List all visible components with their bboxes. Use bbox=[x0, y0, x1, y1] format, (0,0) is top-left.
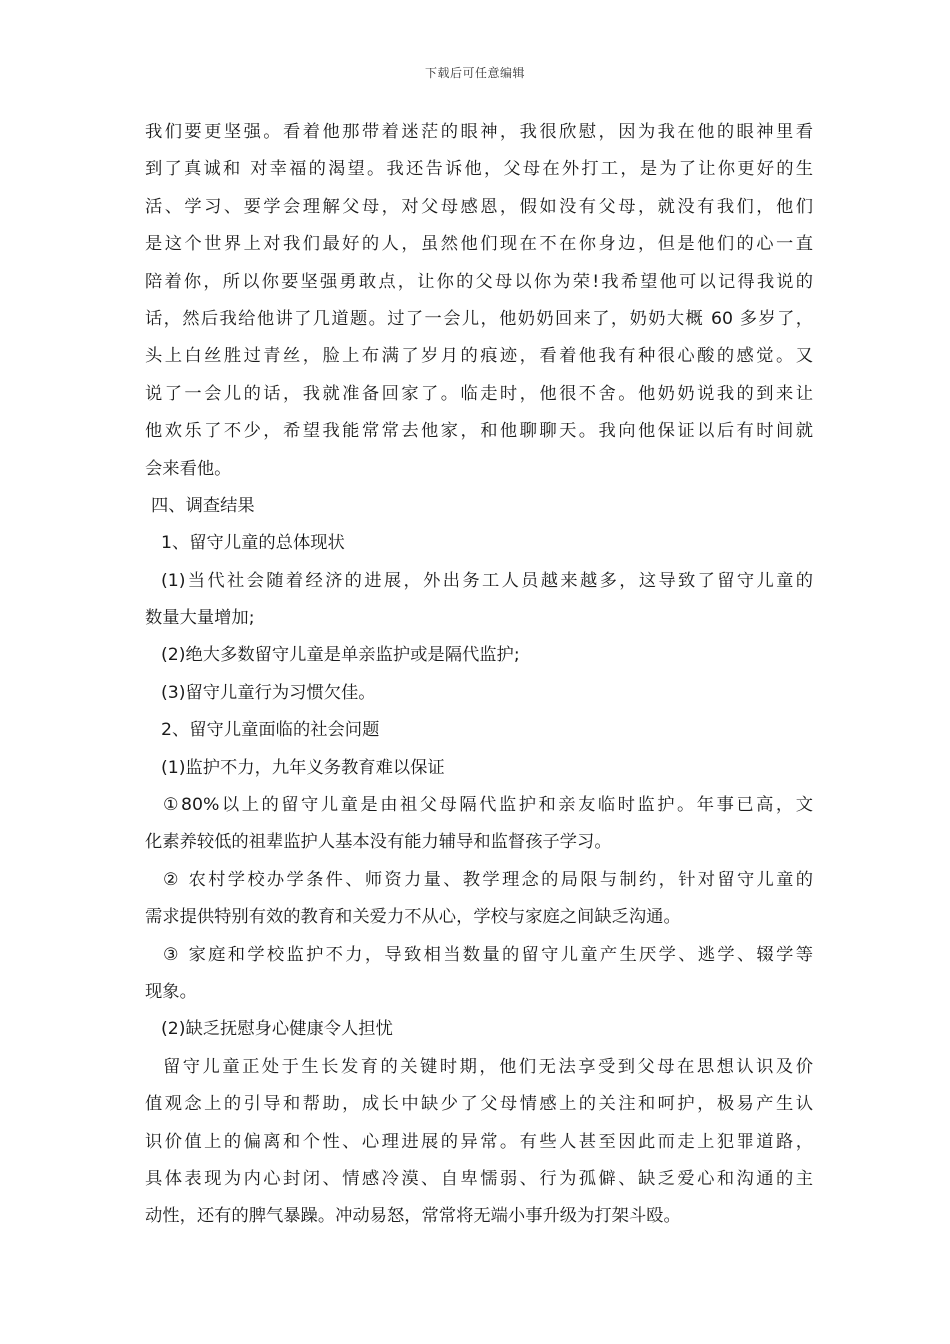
text-line: 我们要更坚强。看着他那带着迷茫的眼神，我很欣慰，因为我在他的眼神里看 bbox=[145, 122, 813, 142]
text-line: ③ 家庭和学校监护不力，导致相当数量的留守儿童产生厌学、逃学、辍学等 bbox=[163, 944, 813, 965]
text-line: 识价值上的偏离和个性、心理进展的异常。有些人甚至因此而走上犯罪道路， bbox=[145, 1131, 813, 1152]
text-line: 是这个世界上对我们最好的人，虽然他们现在不在你身边，但是他们的心一直 bbox=[145, 234, 813, 255]
text-line: 现象。 bbox=[145, 981, 197, 1002]
text-line: (1)当代社会随着经济的进展，外出务工人员越来越多，这导致了留守儿童的 bbox=[161, 570, 813, 591]
text-line: 话，然后我给他讲了几道题。过了一会儿，他奶奶回来了，奶奶大概 60 多岁了， bbox=[145, 308, 813, 329]
text-line: 他欢乐了不少，希望我能常常去他家，和他聊聊天。我向他保证以后有时间就 bbox=[145, 421, 813, 442]
text-line: 具体表现为内心封闭、情感冷漠、自卑懦弱、行为孤僻、缺乏爱心和沟通的主 bbox=[145, 1168, 813, 1189]
text-line: 四、调查结果 bbox=[151, 495, 255, 516]
text-line: 化素养较低的祖辈监护人基本没有能力辅导和监督孩子学习。 bbox=[145, 832, 612, 853]
text-line: 1、留守儿童的总体现状 bbox=[161, 533, 345, 554]
text-line: 到了真诚和 对幸福的渴望。我还告诉他，父母在外打工，是为了让你更好的生 bbox=[145, 159, 813, 180]
text-line: 陪着你，所以你要坚强勇敢点，让你的父母以你为荣!我希望他可以记得我说的 bbox=[145, 271, 813, 292]
text-line: (2)绝大多数留守儿童是单亲监护或是隔代监护; bbox=[161, 645, 520, 666]
text-line: 活、学习、要学会理解父母，对父母感恩，假如没有父母，就没有我们，他们 bbox=[145, 196, 813, 217]
text-line: 头上白丝胜过青丝，脸上布满了岁月的痕迹，看着他我有种很心酸的感觉。又 bbox=[145, 346, 813, 367]
text-line: (3)留守儿童行为习惯欠佳。 bbox=[161, 682, 376, 703]
text-line: 留守儿童正处于生长发育的关键时期，他们无法享受到父母在思想认识及价 bbox=[163, 1056, 813, 1077]
text-line: 值观念上的引导和帮助，成长中缺少了父母情感上的关注和呵护，极易产生认 bbox=[145, 1094, 813, 1115]
text-line: ② 农村学校办学条件、师资力量、教学理念的局限与制约，针对留守儿童的 bbox=[163, 869, 813, 890]
text-line: (1)监护不力，九年义务教育难以保证 bbox=[161, 757, 445, 778]
text-line: (2)缺乏抚慰身心健康令人担忧 bbox=[161, 1019, 393, 1040]
text-line: 需求提供特别有效的教育和关爱力不从心，学校与家庭之间缺乏沟通。 bbox=[145, 907, 681, 928]
document-body bbox=[145, 114, 813, 1236]
text-line: 动性，还有的脾气暴躁。冲动易怒，常常将无端小事升级为打架斗殴。 bbox=[145, 1206, 681, 1227]
page-header: 下载后可任意编辑 bbox=[424, 66, 525, 80]
text-line: ①80%以上的留守儿童是由祖父母隔代监护和亲友临时监护。年事已高，文 bbox=[163, 795, 813, 816]
text-line: 2、留守儿童面临的社会问题 bbox=[161, 720, 380, 741]
text-line: 数量大量增加; bbox=[145, 608, 255, 629]
text-line: 说了一会儿的话，我就准备回家了。临走时，他很不舍。他奶奶说我的到来让 bbox=[145, 383, 813, 404]
text-line: 会来看他。 bbox=[145, 458, 232, 479]
